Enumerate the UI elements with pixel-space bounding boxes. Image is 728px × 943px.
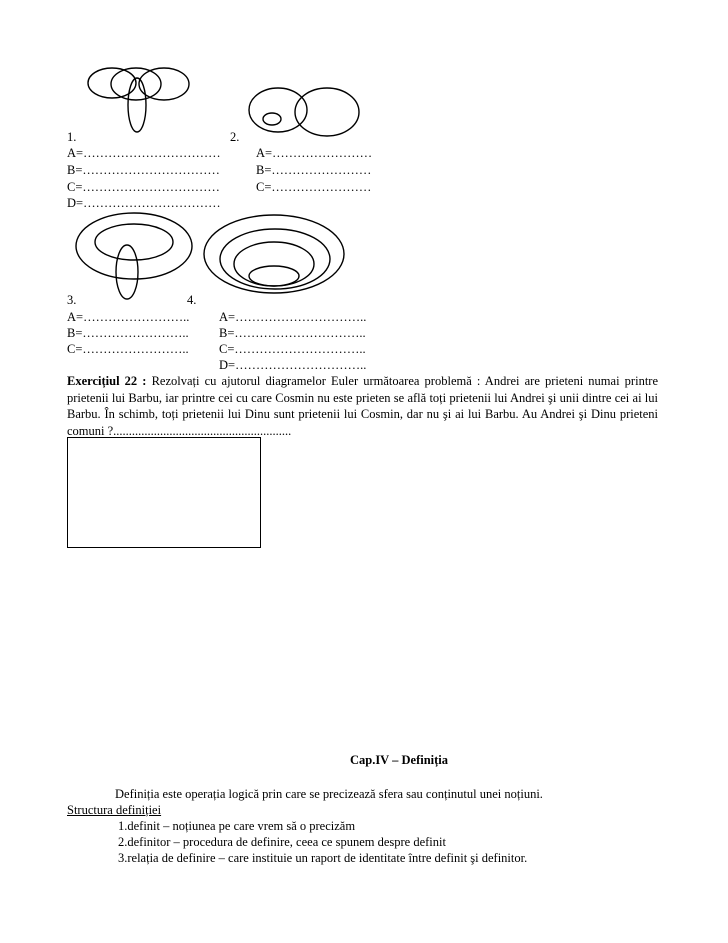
diagram-1-line-d: D=…………………………… xyxy=(67,196,221,210)
structure-item-2: 2.definitor – procedura de definire, ceea ce spunem despre definit xyxy=(118,835,446,849)
exercise-text: Rezolvați cu ajutorul diagramelor Euler următoarea problemă : Andrei are prieteni numai printre prietenii lui Barbu, iar printre cei cu care Cosmin nu este prieten se află toți prietenii lui Andrei şi unii dintre cei ai lui Barbu. În schimb, toți prietenii lui Dinu sunt prietenii lui Cosmin, dar nu şi ai lui Barbu. Au Andrei şi Dinu prieteni comuni ?......................................................... xyxy=(67,374,658,438)
diagram-1-line-a: A=…………………………… xyxy=(67,146,221,160)
structure-item-1: 1.definit – noțiunea pe care vrem să o precizăm xyxy=(118,819,356,833)
diagram-3-number: 3. xyxy=(67,293,77,307)
diagram-1-line-b: B=…………………………… xyxy=(67,163,220,177)
euler-diagram-4 xyxy=(202,210,347,295)
diagram-2-line-c: C=…………………… xyxy=(256,180,372,194)
diagram-4-number: 4. xyxy=(187,293,197,307)
euler-diagram-3 xyxy=(74,212,202,302)
structure-item-3: 3.relația de definire – care instituie un raport de identitate între definit şi definitor. xyxy=(118,851,528,865)
diagram-1-line-c: C=…………………………… xyxy=(67,180,220,194)
diagram-1-number: 1. xyxy=(67,130,77,144)
euler-diagram-1 xyxy=(80,64,200,144)
diagram-2-number: 2. xyxy=(230,130,240,144)
euler-diagram-2 xyxy=(245,83,370,143)
diagram-3-line-c: C=…………………….. xyxy=(67,342,189,356)
exercise-22 xyxy=(67,373,658,439)
diagram-4-line-c: C=………………………….. xyxy=(219,342,366,356)
diagram-4-line-d: D=………………………….. xyxy=(219,358,367,372)
definition-intro: Definiția este operația logică prin care se precizează sfera sau conținutul unei noțiuni. xyxy=(115,787,543,801)
diagram-2-line-b: B=…………………… xyxy=(256,163,372,177)
answer-box xyxy=(67,437,261,548)
structure-heading: Structura definiției xyxy=(67,803,162,817)
diagram-3-line-b: B=…………………….. xyxy=(67,326,189,340)
diagram-3-line-a: A=…………………….. xyxy=(67,310,190,324)
chapter-title: Cap.IV – Definiția xyxy=(349,753,449,767)
exercise-label: Exercițiul 22 : xyxy=(67,374,147,388)
diagram-2-line-a: A=…………………… xyxy=(256,146,373,160)
diagram-4-line-b: B=………………………….. xyxy=(219,326,366,340)
diagram-4-line-a: A=………………………….. xyxy=(219,310,367,324)
